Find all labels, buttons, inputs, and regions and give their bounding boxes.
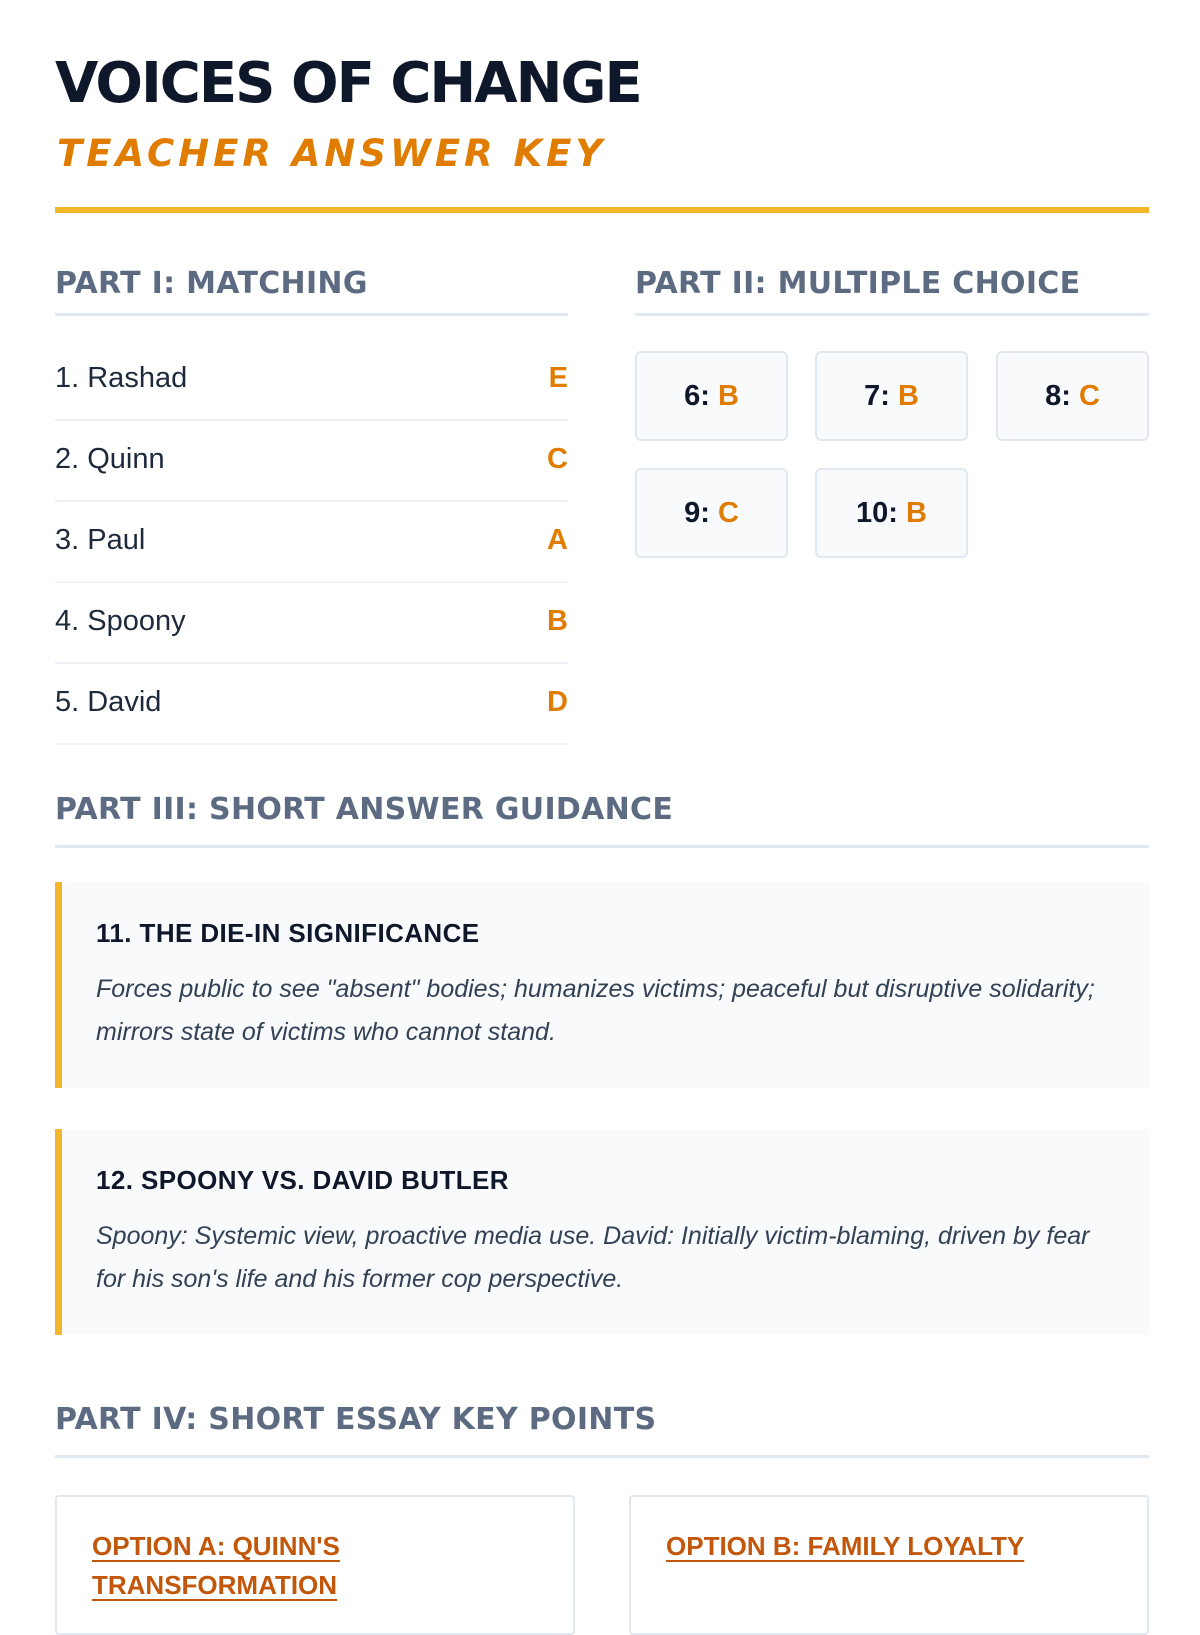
short-answer-card [55,882,1149,1088]
essay-option-title-line: TRANSFORMATION [92,1570,338,1600]
part1-divider [55,313,568,316]
part4-divider [55,1455,1149,1458]
matching-row [55,502,568,583]
short-answer-title: 11. THE DIE-IN SIGNIFICANCE [96,918,480,948]
short-answer-text: Spoony: Systemic view, proactive media use. David: Initially victim-blaming, driven by fear for his son's life and his former cop perspective. [96,1222,1090,1293]
short-answer-text: Forces public to see "absent" bodies; humanizes victims; peaceful but disruptive solidarity; mirrors state of victims who cannot stand. [96,975,1095,1046]
part3-heading: PART III: SHORT ANSWER GUIDANCE [55,792,674,827]
mc-answer-letter: C [717,497,739,529]
essay-option-card [629,1495,1149,1635]
matching-answer: B [547,605,568,637]
matching-list [55,340,568,745]
matching-answer: C [547,443,568,475]
mc-question-number: 9: [684,497,710,529]
essay-option-card [55,1495,575,1635]
matching-label: 4. Spoony [55,605,186,637]
page-subtitle: TEACHER ANSWER KEY [57,132,607,175]
part2-divider [635,313,1149,316]
matching-row [55,583,568,664]
essay-option-title [92,1527,392,1605]
part4-heading: PART IV: SHORT ESSAY KEY POINTS [55,1402,657,1437]
matching-row [55,421,568,502]
title-divider [55,207,1149,213]
mc-answer-box [996,351,1149,441]
essay-option-title-line: OPTION B: FAMILY LOYALTY [666,1531,1025,1561]
short-answer-card [55,1129,1149,1335]
mc-answer-box [635,351,788,441]
part1-heading: PART I: MATCHING [55,266,368,301]
page-title: VOICES OF CHANGE [55,51,641,116]
essay-option-title-line: OPTION A: QUINN'S [92,1531,340,1561]
matching-label: 5. David [55,686,162,718]
mc-answer-letter: B [906,497,927,529]
matching-answer: E [548,362,568,394]
matching-answer: D [547,686,568,718]
matching-row [55,664,568,745]
mc-question-number: 8: [1045,380,1071,412]
mc-answer-letter: C [1078,380,1100,412]
matching-label: 2. Quinn [55,443,165,475]
mc-answer-box [815,468,968,558]
mc-answer-box [815,351,968,441]
matching-answer: A [547,524,568,556]
mc-answer-box [635,468,788,558]
mc-answer-letter: B [717,380,739,412]
mc-question-number: 7: [864,380,890,412]
essay-option-title [666,1527,1086,1566]
mc-question-number: 6: [684,380,710,412]
part2-heading: PART II: MULTIPLE CHOICE [635,266,1081,301]
matching-label: 3. Paul [55,524,146,556]
short-answer-title: 12. SPOONY VS. DAVID BUTLER [96,1165,509,1195]
matching-row [55,340,568,421]
part3-divider [55,845,1149,848]
matching-label: 1. Rashad [55,362,188,394]
mc-answer-letter: B [897,380,919,412]
mc-question-number: 10: [856,497,898,529]
